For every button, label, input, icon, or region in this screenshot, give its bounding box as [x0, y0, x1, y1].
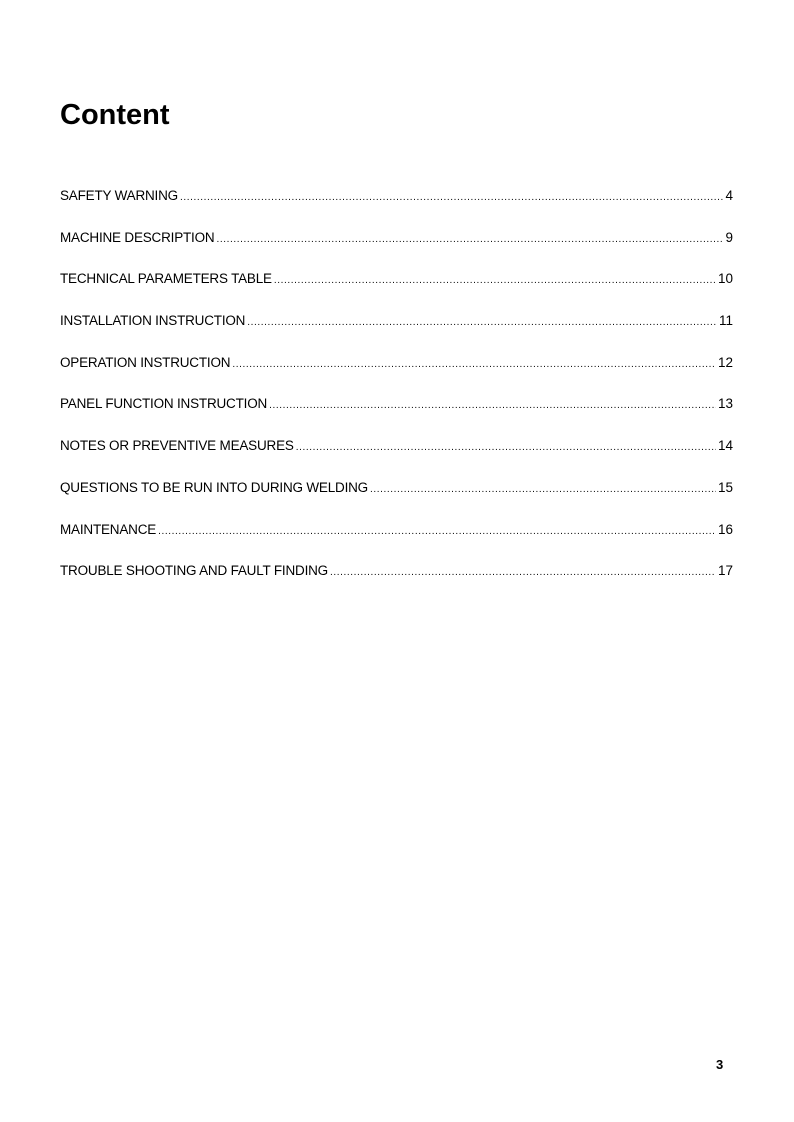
toc-entry-page: 9 [725, 229, 733, 245]
toc-entry-title: OPERATION INSTRUCTION [60, 354, 231, 370]
toc-dot-leader [370, 481, 716, 499]
toc-entry-page: 10 [717, 271, 733, 287]
toc-entry-trouble-shooting[interactable] [60, 562, 733, 604]
toc-dot-leader [274, 272, 716, 290]
table-of-contents [60, 187, 733, 604]
toc-entry-page: 11 [718, 313, 733, 329]
toc-entry-safety-warning[interactable] [60, 187, 733, 229]
toc-dot-leader [232, 356, 716, 374]
toc-entry-page: 4 [725, 188, 733, 203]
toc-entry-page: 15 [717, 479, 733, 495]
toc-dot-leader [330, 564, 716, 582]
toc-entry-machine-description[interactable] [60, 229, 733, 271]
toc-entry-page: 16 [717, 521, 733, 537]
toc-entry-page: 13 [717, 396, 733, 412]
toc-entry-title: TECHNICAL PARAMETERS TABLE [60, 271, 272, 287]
toc-entry-title: INSTALLATION INSTRUCTION [60, 313, 246, 329]
toc-entry-title: SAFETY WARNING [60, 188, 178, 203]
toc-entry-title: MAINTENANCE [60, 521, 157, 537]
toc-entry-notes-or-preventive-measures[interactable] [60, 437, 733, 479]
toc-dot-leader [296, 439, 716, 457]
toc-entry-page: 17 [717, 563, 733, 579]
toc-entry-title: NOTES OR PREVENTIVE MEASURES [60, 438, 294, 454]
toc-dot-leader [216, 231, 723, 249]
toc-entry-technical-parameters-table[interactable] [60, 270, 733, 312]
toc-entry-installation-instruction[interactable] [60, 312, 733, 354]
toc-dot-leader [247, 314, 717, 332]
toc-entry-title: TROUBLE SHOOTING AND FAULT FINDING [60, 563, 328, 579]
toc-dot-leader [269, 397, 716, 415]
toc-entry-operation-instruction[interactable] [60, 354, 733, 396]
page-title: Content [60, 99, 170, 131]
toc-entry-page: 14 [717, 438, 733, 454]
toc-entry-maintenance[interactable] [60, 521, 733, 563]
toc-dot-leader [158, 523, 716, 541]
toc-entry-title: QUESTIONS TO BE RUN INTO DURING WELDING [60, 479, 368, 495]
toc-dot-leader [180, 189, 724, 207]
page-number: 3 [716, 1057, 724, 1072]
toc-entry-page: 12 [717, 354, 733, 370]
toc-entry-title: PANEL FUNCTION INSTRUCTION [60, 396, 268, 412]
toc-entry-questions-during-welding[interactable] [60, 479, 733, 521]
toc-entry-panel-function-instruction[interactable] [60, 395, 733, 437]
toc-entry-title: MACHINE DESCRIPTION [60, 229, 215, 245]
